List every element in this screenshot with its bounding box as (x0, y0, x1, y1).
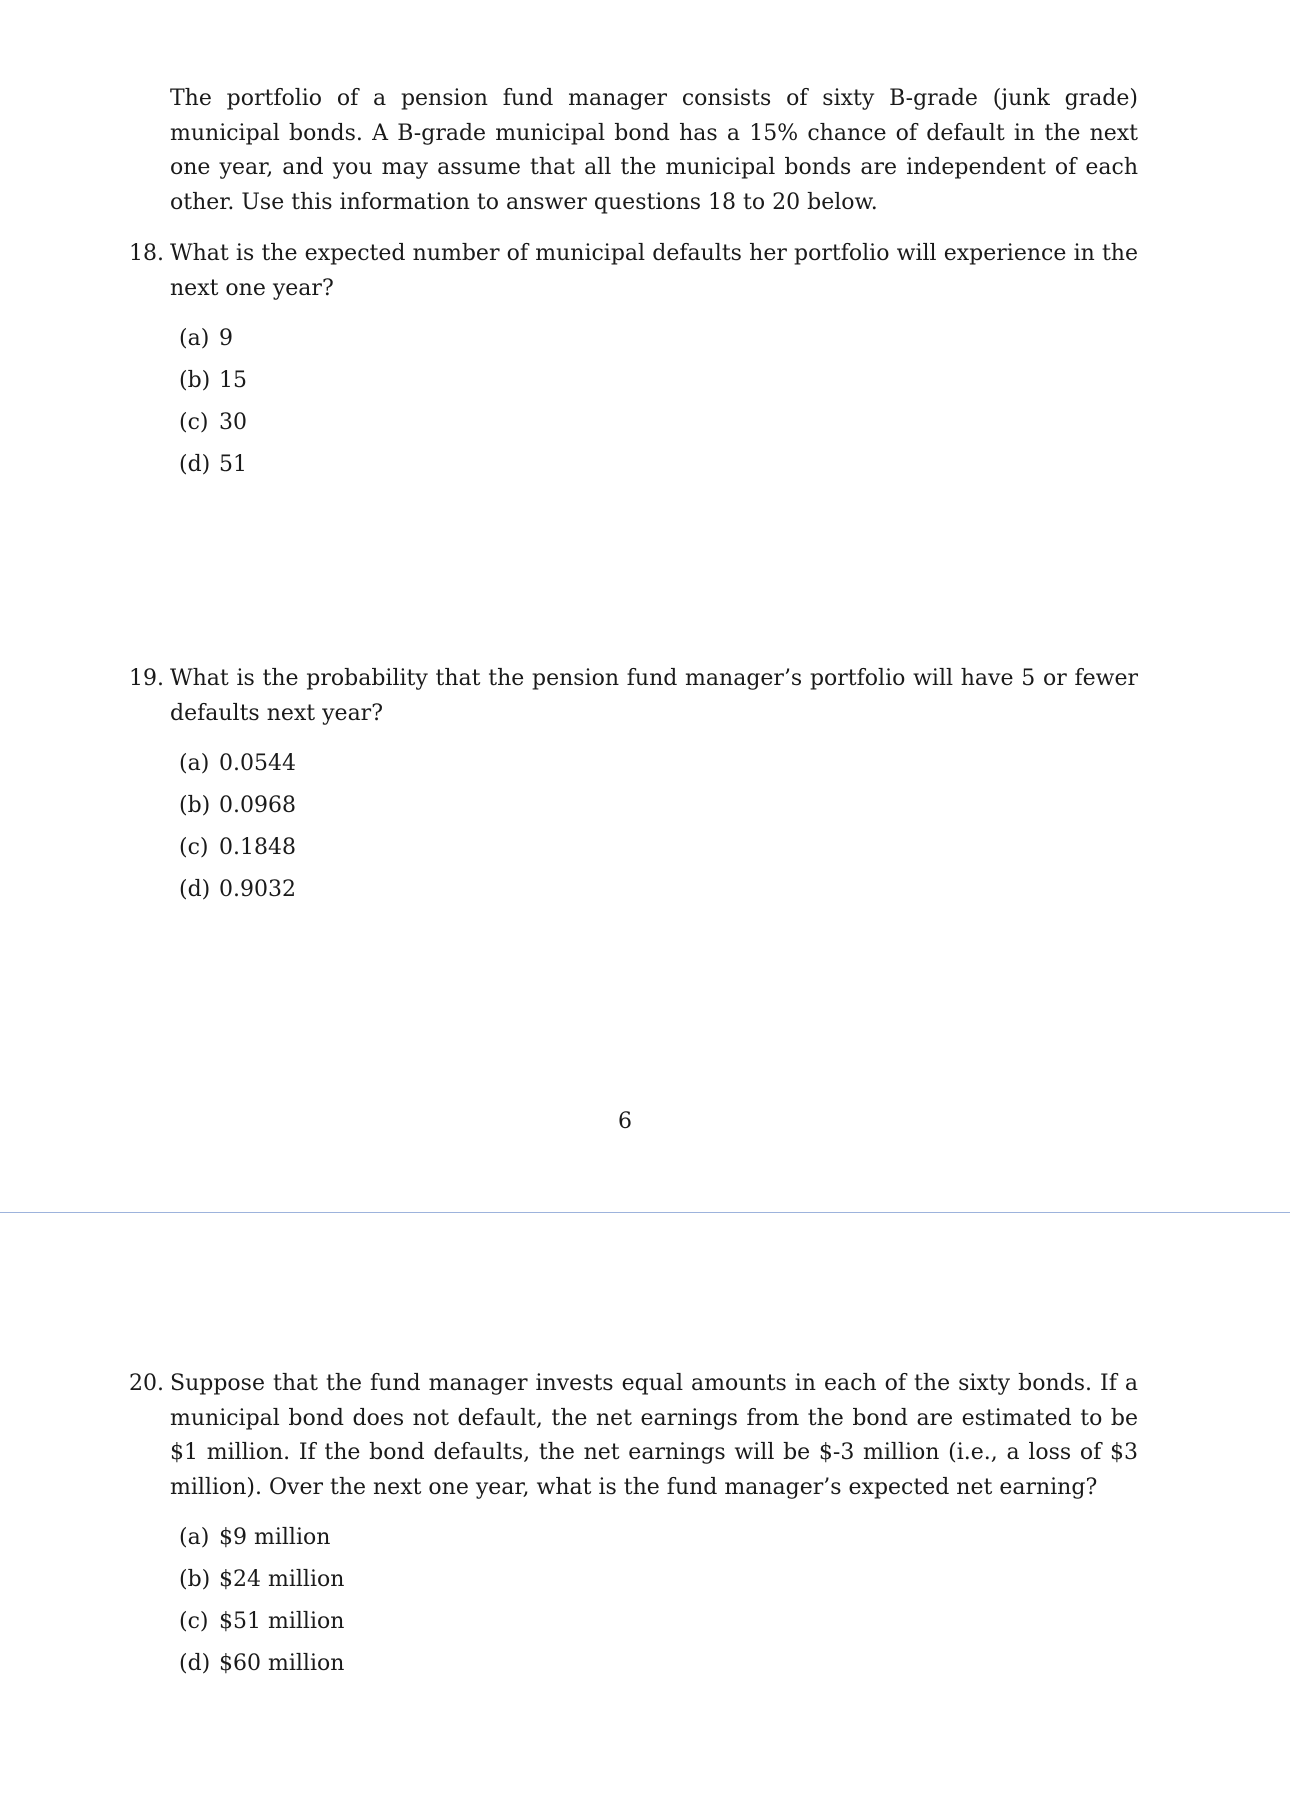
option-value: $60 million (219, 1651, 345, 1676)
option-value: 51 (219, 452, 247, 477)
option-value: 0.0544 (219, 751, 296, 776)
answer-options (179, 1521, 1138, 1689)
option-b (179, 1563, 1138, 1605)
option-c (179, 831, 1138, 873)
option-b (179, 364, 1138, 406)
option-label: (d) (179, 877, 211, 902)
option-value: 0.0968 (219, 793, 296, 818)
option-value: $9 million (219, 1525, 331, 1550)
answer-options (179, 747, 1138, 915)
page-divider (0, 1212, 1290, 1213)
option-value: 15 (219, 368, 247, 393)
option-value: 0.1848 (219, 835, 296, 860)
option-value: $51 million (219, 1609, 345, 1634)
option-d (179, 1647, 1138, 1689)
question-text: What is the expected number of municipal defaults her portfolio will experience in the next one year? (170, 241, 1138, 301)
option-value: 30 (219, 410, 247, 435)
option-label: (c) (179, 410, 209, 435)
page-number: 6 (618, 1109, 632, 1134)
option-label: (b) (179, 793, 211, 818)
option-label: (a) (179, 751, 210, 776)
option-value: 0.9032 (219, 877, 296, 902)
question-18 (129, 237, 1138, 490)
option-label: (c) (179, 835, 209, 860)
option-a (179, 322, 1138, 364)
question-number: 20. (129, 1371, 164, 1396)
option-label: (b) (179, 1567, 211, 1592)
option-label: (d) (179, 452, 211, 477)
option-value: $24 million (219, 1567, 345, 1592)
option-d (179, 448, 1138, 490)
question-text: Suppose that the fund manager invests equal amounts in each of the sixty bonds. If a municipal bond does not default, the net earnings from the bond are estimated to be $1 million. If the bond defaults, the net earnings will be $-3 million (i.e., a loss of $3 million). Over the next one year, what is the fund manager’s expected net earning? (170, 1371, 1138, 1500)
intro-paragraph: The portfolio of a pension fund manager consists of sixty B-grade (junk grade) municipal bonds. A B-grade municipal bond has a 15% chance of default in the next one year, and you may assume that all the municipal bonds are independent of each other. Use this information to answer questions 18 to 20 below. (170, 86, 1138, 215)
option-label: (a) (179, 326, 210, 351)
option-c (179, 1605, 1138, 1647)
question-number: 18. (129, 241, 164, 266)
option-b (179, 789, 1138, 831)
question-text: What is the probability that the pension fund manager’s portfolio will have 5 or fewer defaults next year? (170, 666, 1138, 726)
answer-options (179, 322, 1138, 490)
option-label: (a) (179, 1525, 210, 1550)
option-a (179, 1521, 1138, 1563)
option-label: (d) (179, 1651, 211, 1676)
question-19 (129, 662, 1138, 915)
question-20 (129, 1367, 1138, 1689)
question-number: 19. (129, 666, 164, 691)
option-d (179, 873, 1138, 915)
option-label: (b) (179, 368, 211, 393)
option-c (179, 406, 1138, 448)
option-label: (c) (179, 1609, 209, 1634)
option-a (179, 747, 1138, 789)
option-value: 9 (219, 326, 233, 351)
